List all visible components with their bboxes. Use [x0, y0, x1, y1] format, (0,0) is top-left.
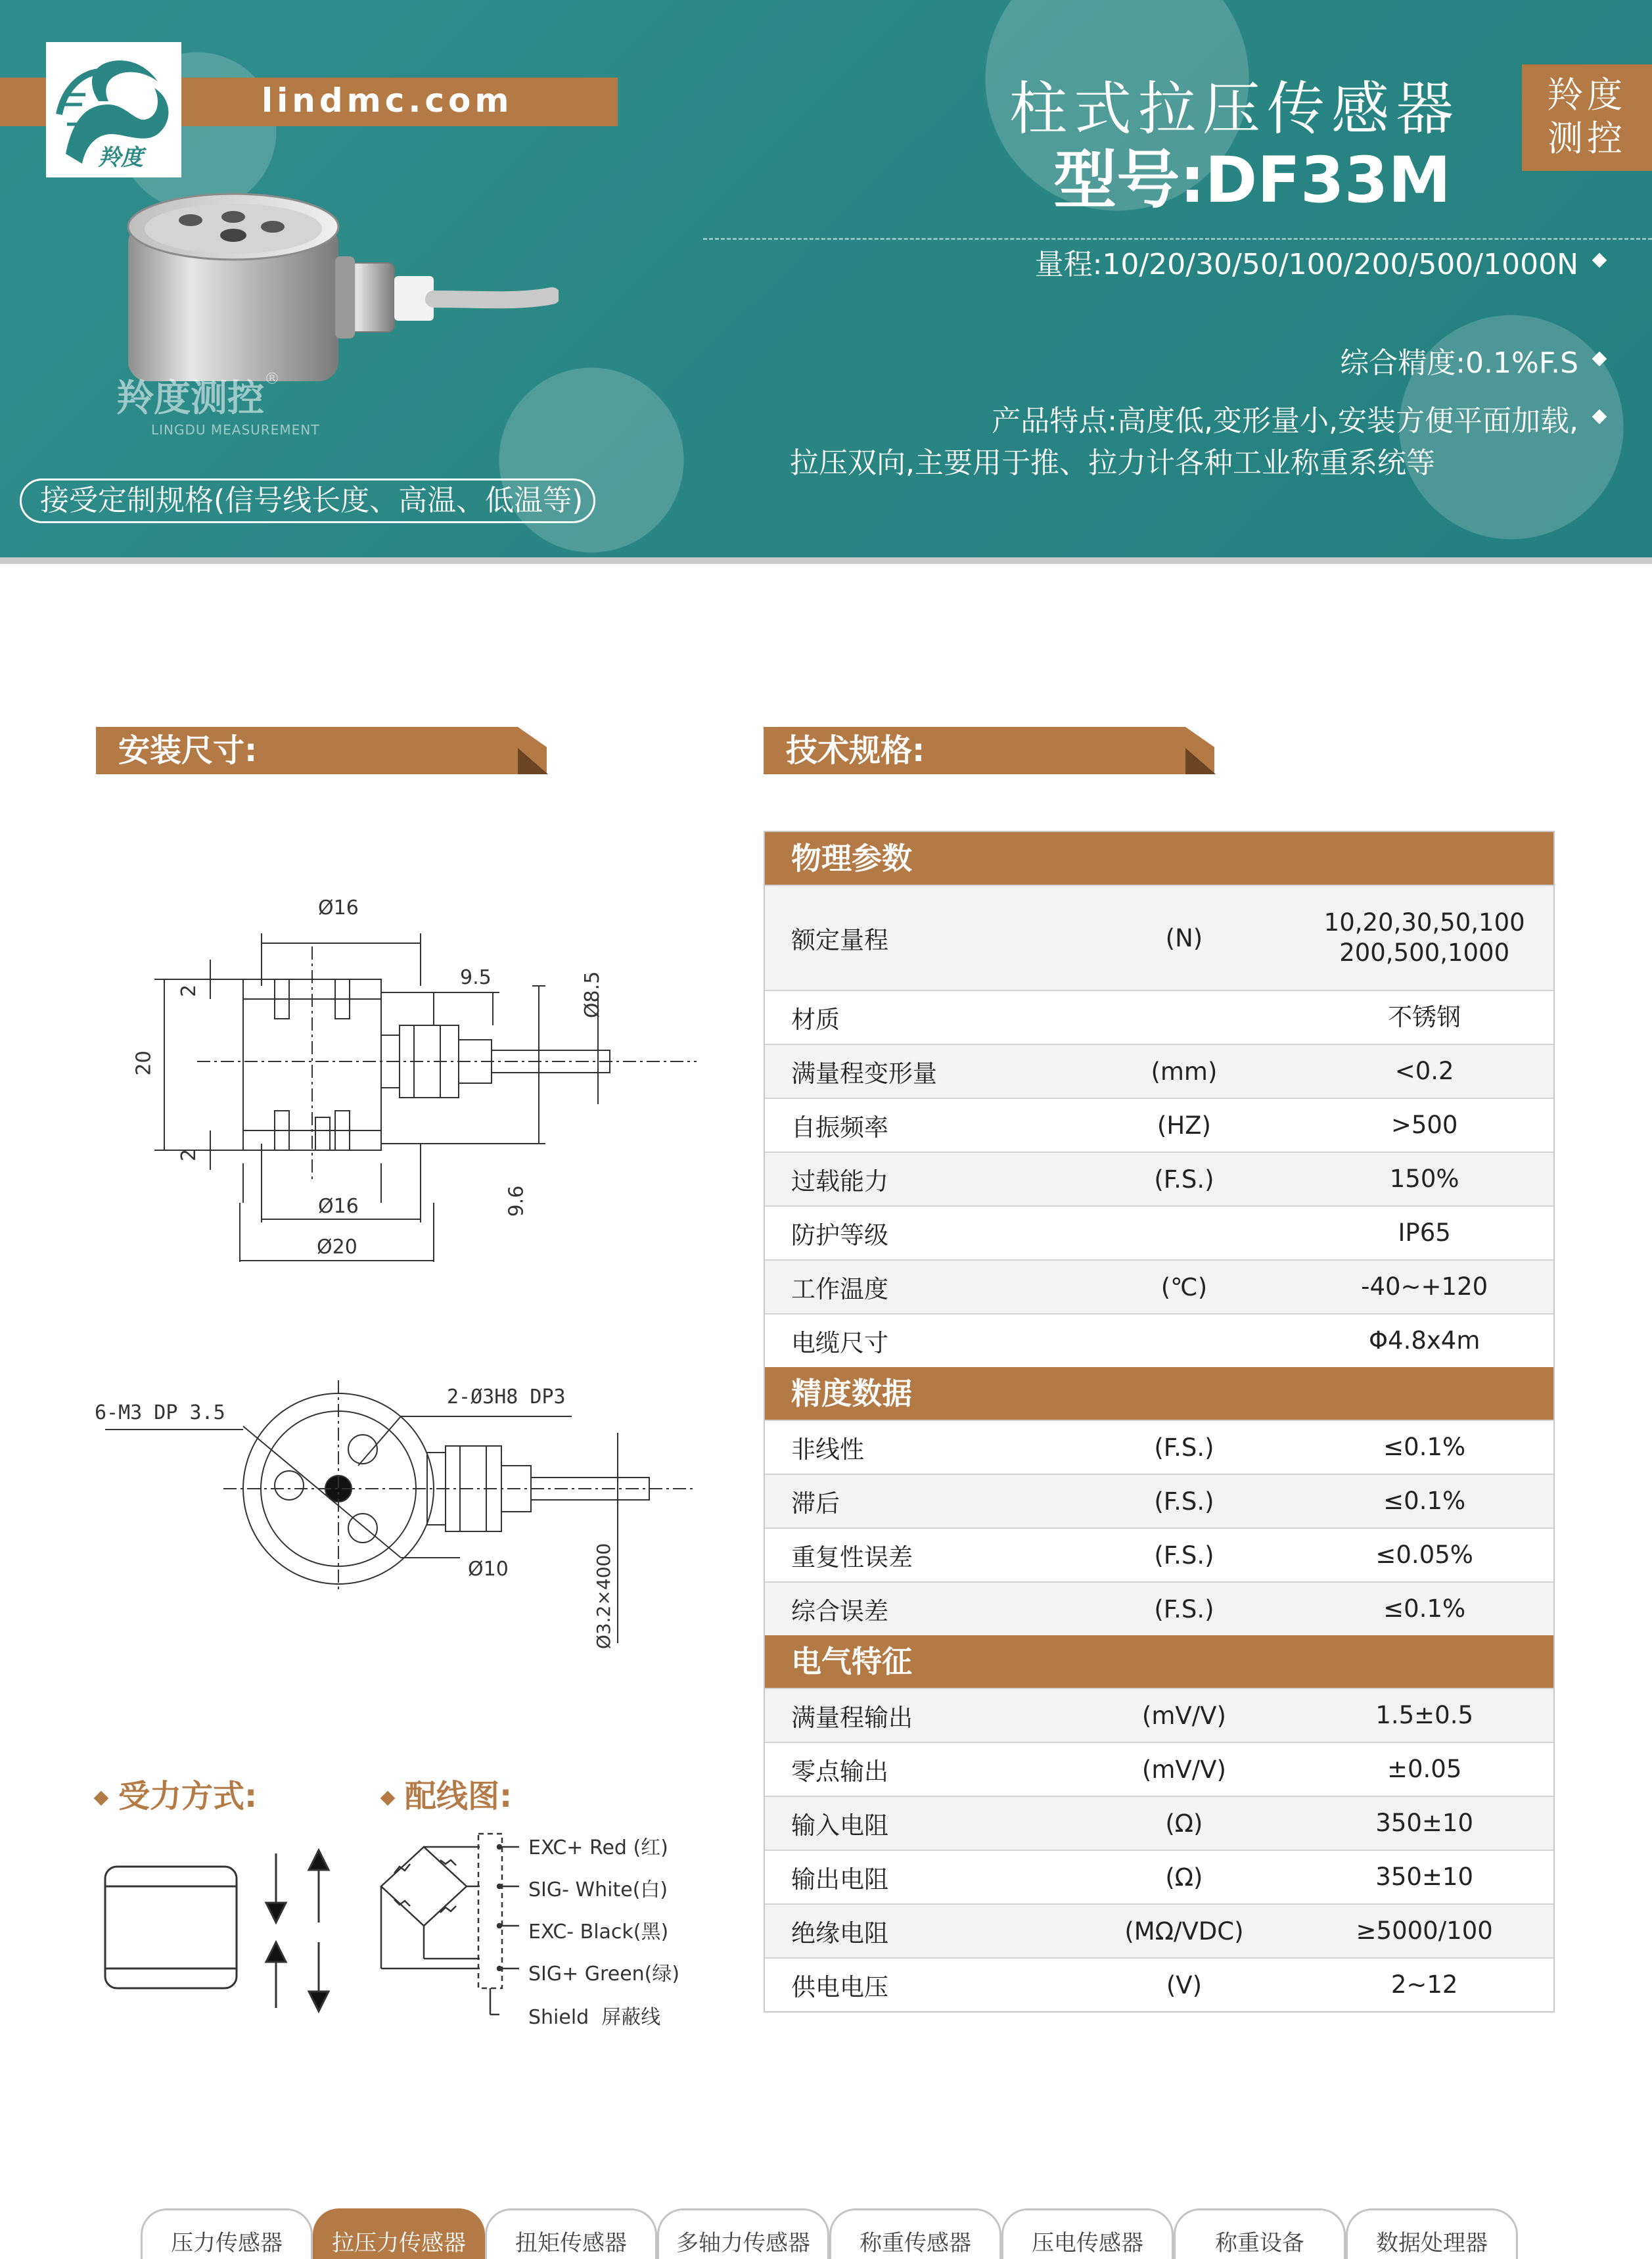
- spec-range: 量程:10/20/30/50/100/200/500/1000N: [1034, 248, 1578, 281]
- brand-tag-line2: 测控: [1548, 118, 1626, 159]
- bullet-diamond-icon: [94, 1791, 109, 1806]
- dim-d16-top: Ø16: [318, 897, 359, 920]
- header-divider: [0, 557, 1652, 564]
- tab-torque-sensor[interactable]: 扭矩传感器: [485, 2208, 657, 2259]
- header-banner: [0, 0, 1652, 557]
- force-diagram: [92, 1840, 342, 2018]
- tab-weighing-sensor[interactable]: 称重传感器: [829, 2208, 1001, 2259]
- wire-sig-plus: SIG+ Green(绿): [528, 1963, 680, 1986]
- force-title: 受力方式:: [96, 1771, 257, 1816]
- custom-spec-note: 接受定制规格(信号线长度、高温、低温等): [20, 478, 595, 523]
- watermark-en: LINGDU MEASUREMENT: [151, 422, 320, 438]
- table-row: 材质 不锈钢: [765, 990, 1553, 1044]
- dim-pin: 2-Ø3H8 DP3: [447, 1386, 566, 1409]
- tab-multiaxis-sensor[interactable]: 多轴力传感器: [657, 2208, 829, 2259]
- product-title: 柱式拉压传感器: [1009, 75, 1460, 143]
- dim-m3: 6-M3 DP 3.5: [95, 1401, 225, 1424]
- table-row: 零点输出 (mV/V) ±0.05: [765, 1742, 1553, 1796]
- category-tabs: [141, 2208, 1521, 2259]
- tab-tension-compression-sensor[interactable]: 拉压力传感器: [313, 2208, 485, 2259]
- table-row: 综合误差 (F.S.) ≤0.1%: [765, 1581, 1553, 1635]
- brand-tag: [1522, 64, 1652, 171]
- dim-d8-5: Ø8.5: [581, 971, 605, 1019]
- spec-features-line1: 产品特点:高度低,变形量小,安装方便平面加载,: [992, 404, 1578, 438]
- ribbon-tech-label: 技术规格:: [786, 732, 925, 769]
- table-row: 电缆尺寸 Φ4.8x4m: [765, 1313, 1553, 1367]
- table-row: 过载能力 (F.S.) 150%: [765, 1152, 1553, 1205]
- watermark-cn: 羚度测控: [117, 377, 264, 420]
- dim-h2-bottom: 2: [177, 1148, 201, 1162]
- table-row: 绝缘电阻 (MΩ/VDC) ≥5000/100: [765, 1903, 1553, 1957]
- dim-d16-bottom: Ø16: [318, 1195, 359, 1218]
- ribbon-install-dimensions: [96, 727, 547, 774]
- table-row: 工作温度 (℃) -40~+120: [765, 1259, 1553, 1313]
- dim-w9-5: 9.5: [460, 966, 492, 989]
- table-row: 满量程变形量 (mm) <0.2: [765, 1044, 1553, 1098]
- ribbon-install-label: 安装尺寸:: [118, 732, 258, 769]
- spec-accuracy: 综合精度:0.1%F.S: [1340, 346, 1578, 380]
- wiring-title: 配线图:: [382, 1771, 512, 1816]
- dim-d10: Ø10: [468, 1558, 509, 1581]
- table-row: 满量程输出 (mV/V) 1.5±0.5: [765, 1688, 1553, 1742]
- table-row: 输入电阻 (Ω) 350±10: [765, 1796, 1553, 1850]
- dim-h20: 20: [132, 1050, 156, 1076]
- arrow-down-icon: [309, 1942, 329, 2011]
- product-model: 型号:DF33M: [1053, 143, 1451, 217]
- dim-cable: Ø3.2×4000: [593, 1543, 615, 1650]
- group-physical: 物理参数: [765, 832, 1553, 885]
- brand-tag-line1: 羚度: [1548, 74, 1626, 116]
- bullet-diamond-icon: [380, 1791, 396, 1806]
- company-logo: [46, 42, 181, 177]
- arrow-up-icon: [309, 1850, 329, 1922]
- dim-h2-top: 2: [177, 984, 201, 998]
- table-row: 防护等级 IP65: [765, 1205, 1553, 1259]
- product-photo: [125, 191, 559, 390]
- tab-weighing-equipment[interactable]: 称重设备: [1174, 2208, 1346, 2259]
- wire-sig-minus: SIG- White(白): [528, 1878, 668, 1901]
- tab-piezo-sensor[interactable]: 压电传感器: [1001, 2208, 1174, 2259]
- table-row: 非线性 (F.S.) ≤0.1%: [765, 1420, 1553, 1474]
- arrow-up-icon: [266, 1942, 286, 2008]
- table-row: 额定量程 (N) 10,20,30,50,100 200,500,1000: [765, 885, 1553, 990]
- website-url[interactable]: lindmc.com: [262, 82, 513, 120]
- wire-exc-plus: EXC+ Red (红): [528, 1836, 668, 1859]
- wire-shield: Shield 屏蔽线: [528, 2006, 661, 2029]
- side-view-drawing: [92, 894, 723, 1288]
- tab-pressure-sensor[interactable]: 压力传感器: [141, 2208, 313, 2259]
- group-electrical: 电气特征: [765, 1635, 1553, 1688]
- wiring-diagram: [375, 1827, 545, 2024]
- watermark: [117, 369, 319, 438]
- logo-text: 羚度: [99, 145, 143, 171]
- spec-features-line2: 拉压双向,主要用于推、拉力计各种工业称重系统等: [790, 446, 1435, 480]
- arrow-down-icon: [266, 1853, 286, 1922]
- table-row: 输出电阻 (Ω) 350±10: [765, 1850, 1553, 1903]
- wire-exc-minus: EXC- Black(黑): [528, 1921, 669, 1944]
- dim-w9-6: 9.6: [505, 1185, 528, 1217]
- dim-d20: Ø20: [317, 1236, 357, 1259]
- table-row: 重复性误差 (F.S.) ≤0.05%: [765, 1527, 1553, 1581]
- tab-data-processor[interactable]: 数据处理器: [1346, 2208, 1518, 2259]
- dashed-divider: [703, 238, 1652, 240]
- group-accuracy: 精度数据: [765, 1367, 1553, 1420]
- table-row: 自振频率 (HZ) >500: [765, 1098, 1553, 1152]
- ribbon-tech-specs: [764, 727, 1214, 774]
- table-row: 供电电压 (V) 2~12: [765, 1957, 1553, 2011]
- table-row: 滞后 (F.S.) ≤0.1%: [765, 1474, 1553, 1527]
- spec-table: [764, 831, 1555, 2013]
- registered-mark: ®: [264, 369, 280, 388]
